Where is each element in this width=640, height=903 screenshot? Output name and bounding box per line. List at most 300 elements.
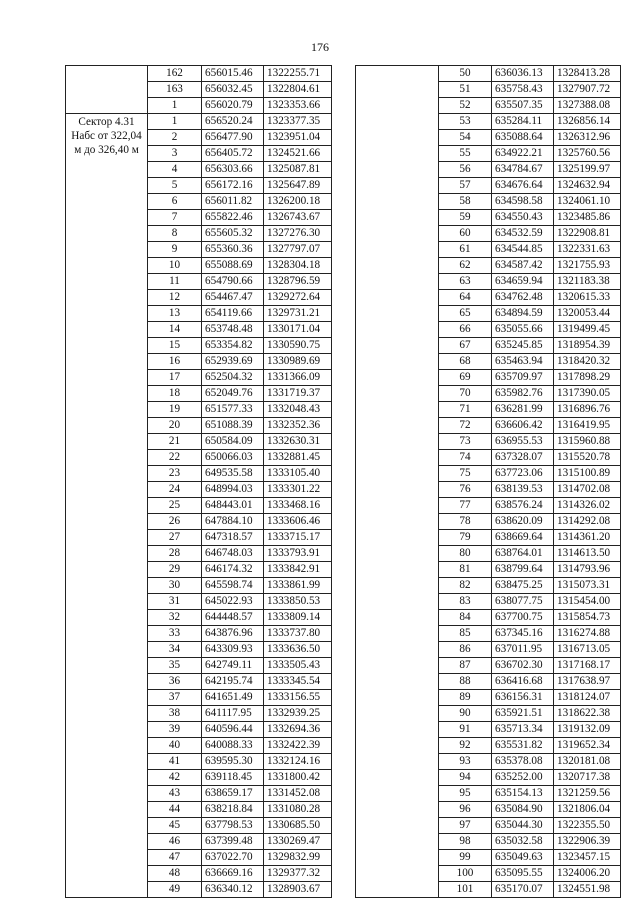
- point-number-cell: 62: [439, 258, 492, 274]
- x-coordinate-cell: 634587.42: [492, 258, 554, 274]
- x-coordinate-cell: 638475.25: [492, 578, 554, 594]
- point-number-cell: 100: [439, 866, 492, 882]
- y-coordinate-cell: 1315520.78: [554, 450, 621, 466]
- x-coordinate-cell: 652504.32: [202, 370, 264, 386]
- x-coordinate-cell: 656015.46: [202, 66, 264, 82]
- y-coordinate-cell: 1317638.97: [554, 674, 621, 690]
- table-row: [66, 114, 332, 130]
- x-coordinate-cell: 636669.16: [202, 866, 264, 882]
- x-coordinate-cell: 635378.08: [492, 754, 554, 770]
- y-coordinate-cell: 1325199.97: [554, 162, 621, 178]
- point-number-cell: 68: [439, 354, 492, 370]
- point-number-cell: 163: [148, 82, 202, 98]
- point-number-cell: 82: [439, 578, 492, 594]
- point-number-cell: 93: [439, 754, 492, 770]
- y-coordinate-cell: 1326856.14: [554, 114, 621, 130]
- y-coordinate-cell: 1322804.61: [264, 82, 332, 98]
- y-coordinate-cell: 1330989.69: [264, 354, 332, 370]
- point-number-cell: 31: [148, 594, 202, 610]
- point-number-cell: 49: [148, 882, 202, 898]
- point-number-cell: 99: [439, 850, 492, 866]
- point-number-cell: 76: [439, 482, 492, 498]
- y-coordinate-cell: 1323485.86: [554, 210, 621, 226]
- x-coordinate-cell: 653748.48: [202, 322, 264, 338]
- point-number-cell: 1: [148, 98, 202, 114]
- point-number-cell: 33: [148, 626, 202, 642]
- x-coordinate-cell: 635709.97: [492, 370, 554, 386]
- x-coordinate-cell: 635252.00: [492, 770, 554, 786]
- point-number-cell: 46: [148, 834, 202, 850]
- y-coordinate-cell: 1328903.67: [264, 882, 332, 898]
- x-coordinate-cell: 635284.11: [492, 114, 554, 130]
- x-coordinate-cell: 635507.35: [492, 98, 554, 114]
- x-coordinate-cell: 635245.85: [492, 338, 554, 354]
- point-number-cell: 14: [148, 322, 202, 338]
- x-coordinate-cell: 641651.49: [202, 690, 264, 706]
- point-number-cell: 37: [148, 690, 202, 706]
- point-number-cell: 20: [148, 418, 202, 434]
- point-number-cell: 64: [439, 290, 492, 306]
- x-coordinate-cell: 638620.09: [492, 514, 554, 530]
- y-coordinate-cell: 1321183.38: [554, 274, 621, 290]
- x-coordinate-cell: 638139.53: [492, 482, 554, 498]
- point-number-cell: 51: [439, 82, 492, 98]
- point-number-cell: 86: [439, 642, 492, 658]
- x-coordinate-cell: 643309.93: [202, 642, 264, 658]
- x-coordinate-cell: 637345.16: [492, 626, 554, 642]
- point-number-cell: 35: [148, 658, 202, 674]
- x-coordinate-cell: 644448.57: [202, 610, 264, 626]
- y-coordinate-cell: 1333809.14: [264, 610, 332, 626]
- point-number-cell: 73: [439, 434, 492, 450]
- y-coordinate-cell: 1319652.34: [554, 738, 621, 754]
- y-coordinate-cell: 1322255.71: [264, 66, 332, 82]
- x-coordinate-cell: 634544.85: [492, 242, 554, 258]
- x-coordinate-cell: 635055.66: [492, 322, 554, 338]
- y-coordinate-cell: 1319499.45: [554, 322, 621, 338]
- y-coordinate-cell: 1321755.93: [554, 258, 621, 274]
- x-coordinate-cell: 640088.33: [202, 738, 264, 754]
- x-coordinate-cell: 656520.24: [202, 114, 264, 130]
- x-coordinate-cell: 656032.45: [202, 82, 264, 98]
- y-coordinate-cell: 1324061.10: [554, 194, 621, 210]
- point-number-cell: 52: [439, 98, 492, 114]
- point-number-cell: 15: [148, 338, 202, 354]
- point-number-cell: 36: [148, 674, 202, 690]
- x-coordinate-cell: 642749.11: [202, 658, 264, 674]
- y-coordinate-cell: 1320717.38: [554, 770, 621, 786]
- y-coordinate-cell: 1328304.18: [264, 258, 332, 274]
- x-coordinate-cell: 654790.66: [202, 274, 264, 290]
- point-number-cell: 38: [148, 706, 202, 722]
- x-coordinate-cell: 634762.48: [492, 290, 554, 306]
- x-coordinate-cell: 652939.69: [202, 354, 264, 370]
- x-coordinate-cell: 637723.06: [492, 466, 554, 482]
- x-coordinate-cell: 637700.75: [492, 610, 554, 626]
- x-coordinate-cell: 637798.53: [202, 818, 264, 834]
- x-coordinate-cell: 635713.34: [492, 722, 554, 738]
- y-coordinate-cell: 1327797.07: [264, 242, 332, 258]
- point-number-cell: 10: [148, 258, 202, 274]
- point-number-cell: 13: [148, 306, 202, 322]
- x-coordinate-cell: 638669.64: [492, 530, 554, 546]
- x-coordinate-cell: 652049.76: [202, 386, 264, 402]
- point-number-cell: 87: [439, 658, 492, 674]
- y-coordinate-cell: 1329272.64: [264, 290, 332, 306]
- point-number-cell: 81: [439, 562, 492, 578]
- y-coordinate-cell: 1333715.17: [264, 530, 332, 546]
- y-coordinate-cell: 1332352.36: [264, 418, 332, 434]
- point-number-cell: 23: [148, 466, 202, 482]
- point-number-cell: 2: [148, 130, 202, 146]
- y-coordinate-cell: 1330171.04: [264, 322, 332, 338]
- y-coordinate-cell: 1328796.59: [264, 274, 332, 290]
- x-coordinate-cell: 649535.58: [202, 466, 264, 482]
- table-row: [66, 66, 332, 82]
- point-number-cell: 91: [439, 722, 492, 738]
- y-coordinate-cell: 1315100.89: [554, 466, 621, 482]
- y-coordinate-cell: 1323353.66: [264, 98, 332, 114]
- y-coordinate-cell: 1326312.96: [554, 130, 621, 146]
- point-number-cell: 22: [148, 450, 202, 466]
- x-coordinate-cell: 635531.82: [492, 738, 554, 754]
- x-coordinate-cell: 637011.95: [492, 642, 554, 658]
- x-coordinate-cell: 647318.57: [202, 530, 264, 546]
- y-coordinate-cell: 1328413.28: [554, 66, 621, 82]
- y-coordinate-cell: 1327276.30: [264, 226, 332, 242]
- x-coordinate-cell: 635921.51: [492, 706, 554, 722]
- left-coordinate-table: [65, 65, 332, 898]
- point-number-cell: 162: [148, 66, 202, 82]
- x-coordinate-cell: 634550.43: [492, 210, 554, 226]
- x-coordinate-cell: 634784.67: [492, 162, 554, 178]
- x-coordinate-cell: 636606.42: [492, 418, 554, 434]
- point-number-cell: 89: [439, 690, 492, 706]
- x-coordinate-cell: 635088.64: [492, 130, 554, 146]
- point-number-cell: 34: [148, 642, 202, 658]
- y-coordinate-cell: 1318124.07: [554, 690, 621, 706]
- point-number-cell: 32: [148, 610, 202, 626]
- y-coordinate-cell: 1333606.46: [264, 514, 332, 530]
- page-number: 176: [311, 40, 329, 54]
- x-coordinate-cell: 635170.07: [492, 882, 554, 898]
- point-number-cell: 17: [148, 370, 202, 386]
- x-coordinate-cell: 645022.93: [202, 594, 264, 610]
- point-number-cell: 5: [148, 178, 202, 194]
- y-coordinate-cell: 1324521.66: [264, 146, 332, 162]
- point-number-cell: 26: [148, 514, 202, 530]
- section-label-cell-empty: [356, 66, 439, 898]
- y-coordinate-cell: 1314702.08: [554, 482, 621, 498]
- y-coordinate-cell: 1333105.40: [264, 466, 332, 482]
- x-coordinate-cell: 634894.59: [492, 306, 554, 322]
- section-label-cell: Сектор 4.31 Набс от 322,04 м до 326,40 м: [66, 114, 148, 898]
- point-number-cell: 19: [148, 402, 202, 418]
- x-coordinate-cell: 637399.48: [202, 834, 264, 850]
- y-coordinate-cell: 1320181.08: [554, 754, 621, 770]
- point-number-cell: 70: [439, 386, 492, 402]
- y-coordinate-cell: 1324632.94: [554, 178, 621, 194]
- x-coordinate-cell: 656011.82: [202, 194, 264, 210]
- y-coordinate-cell: 1314292.08: [554, 514, 621, 530]
- point-number-cell: 39: [148, 722, 202, 738]
- point-number-cell: 90: [439, 706, 492, 722]
- y-coordinate-cell: 1318954.39: [554, 338, 621, 354]
- point-number-cell: 48: [148, 866, 202, 882]
- point-number-cell: 74: [439, 450, 492, 466]
- x-coordinate-cell: 650066.03: [202, 450, 264, 466]
- x-coordinate-cell: 642195.74: [202, 674, 264, 690]
- y-coordinate-cell: 1321259.56: [554, 786, 621, 802]
- x-coordinate-cell: 635044.30: [492, 818, 554, 834]
- x-coordinate-cell: 638659.17: [202, 786, 264, 802]
- y-coordinate-cell: 1317390.05: [554, 386, 621, 402]
- x-coordinate-cell: 656020.79: [202, 98, 264, 114]
- x-coordinate-cell: 647884.10: [202, 514, 264, 530]
- x-coordinate-cell: 636955.53: [492, 434, 554, 450]
- point-number-cell: 96: [439, 802, 492, 818]
- y-coordinate-cell: 1317168.17: [554, 658, 621, 674]
- y-coordinate-cell: 1332881.45: [264, 450, 332, 466]
- point-number-cell: 29: [148, 562, 202, 578]
- x-coordinate-cell: 634598.58: [492, 194, 554, 210]
- y-coordinate-cell: 1325087.81: [264, 162, 332, 178]
- point-number-cell: 9: [148, 242, 202, 258]
- point-number-cell: 66: [439, 322, 492, 338]
- x-coordinate-cell: 656303.66: [202, 162, 264, 178]
- section-label-cell-empty: [66, 66, 148, 114]
- y-coordinate-cell: 1331080.28: [264, 802, 332, 818]
- x-coordinate-cell: 646748.03: [202, 546, 264, 562]
- x-coordinate-cell: 634659.94: [492, 274, 554, 290]
- y-coordinate-cell: 1315073.31: [554, 578, 621, 594]
- x-coordinate-cell: 636340.12: [202, 882, 264, 898]
- y-coordinate-cell: 1315854.73: [554, 610, 621, 626]
- y-coordinate-cell: 1322331.63: [554, 242, 621, 258]
- y-coordinate-cell: 1318420.32: [554, 354, 621, 370]
- y-coordinate-cell: 1331452.08: [264, 786, 332, 802]
- y-coordinate-cell: 1333793.91: [264, 546, 332, 562]
- y-coordinate-cell: 1332630.31: [264, 434, 332, 450]
- y-coordinate-cell: 1330685.50: [264, 818, 332, 834]
- x-coordinate-cell: 635463.94: [492, 354, 554, 370]
- point-number-cell: 101: [439, 882, 492, 898]
- point-number-cell: 4: [148, 162, 202, 178]
- point-number-cell: 78: [439, 514, 492, 530]
- point-number-cell: 50: [439, 66, 492, 82]
- x-coordinate-cell: 635032.58: [492, 834, 554, 850]
- y-coordinate-cell: 1316419.95: [554, 418, 621, 434]
- point-number-cell: 7: [148, 210, 202, 226]
- y-coordinate-cell: 1329731.21: [264, 306, 332, 322]
- y-coordinate-cell: 1332939.25: [264, 706, 332, 722]
- y-coordinate-cell: 1329377.32: [264, 866, 332, 882]
- x-coordinate-cell: 639595.30: [202, 754, 264, 770]
- x-coordinate-cell: 645598.74: [202, 578, 264, 594]
- y-coordinate-cell: 1325760.56: [554, 146, 621, 162]
- point-number-cell: 97: [439, 818, 492, 834]
- point-number-cell: 60: [439, 226, 492, 242]
- x-coordinate-cell: 651577.33: [202, 402, 264, 418]
- y-coordinate-cell: 1332694.36: [264, 722, 332, 738]
- y-coordinate-cell: 1333636.50: [264, 642, 332, 658]
- point-number-cell: 11: [148, 274, 202, 290]
- x-coordinate-cell: 655088.69: [202, 258, 264, 274]
- y-coordinate-cell: 1333737.80: [264, 626, 332, 642]
- point-number-cell: 42: [148, 770, 202, 786]
- point-number-cell: 69: [439, 370, 492, 386]
- x-coordinate-cell: 654467.47: [202, 290, 264, 306]
- y-coordinate-cell: 1333861.99: [264, 578, 332, 594]
- y-coordinate-cell: 1316274.88: [554, 626, 621, 642]
- point-number-cell: 65: [439, 306, 492, 322]
- y-coordinate-cell: 1327388.08: [554, 98, 621, 114]
- y-coordinate-cell: 1325647.89: [264, 178, 332, 194]
- y-coordinate-cell: 1333850.53: [264, 594, 332, 610]
- y-coordinate-cell: 1331719.37: [264, 386, 332, 402]
- x-coordinate-cell: 646174.32: [202, 562, 264, 578]
- x-coordinate-cell: 638799.64: [492, 562, 554, 578]
- point-number-cell: 30: [148, 578, 202, 594]
- table-row: [356, 66, 621, 82]
- y-coordinate-cell: 1330269.47: [264, 834, 332, 850]
- point-number-cell: 8: [148, 226, 202, 242]
- x-coordinate-cell: 655360.36: [202, 242, 264, 258]
- x-coordinate-cell: 636156.31: [492, 690, 554, 706]
- y-coordinate-cell: 1317898.29: [554, 370, 621, 386]
- point-number-cell: 71: [439, 402, 492, 418]
- point-number-cell: 44: [148, 802, 202, 818]
- point-number-cell: 88: [439, 674, 492, 690]
- x-coordinate-cell: 641117.95: [202, 706, 264, 722]
- x-coordinate-cell: 654119.66: [202, 306, 264, 322]
- point-number-cell: 43: [148, 786, 202, 802]
- point-number-cell: 40: [148, 738, 202, 754]
- x-coordinate-cell: 656172.16: [202, 178, 264, 194]
- point-number-cell: 94: [439, 770, 492, 786]
- point-number-cell: 83: [439, 594, 492, 610]
- x-coordinate-cell: 638218.84: [202, 802, 264, 818]
- point-number-cell: 75: [439, 466, 492, 482]
- x-coordinate-cell: 635758.43: [492, 82, 554, 98]
- point-number-cell: 24: [148, 482, 202, 498]
- point-number-cell: 21: [148, 434, 202, 450]
- x-coordinate-cell: 653354.82: [202, 338, 264, 354]
- x-coordinate-cell: 651088.39: [202, 418, 264, 434]
- y-coordinate-cell: 1333301.22: [264, 482, 332, 498]
- point-number-cell: 54: [439, 130, 492, 146]
- y-coordinate-cell: 1329832.99: [264, 850, 332, 866]
- point-number-cell: 61: [439, 242, 492, 258]
- y-coordinate-cell: 1323457.15: [554, 850, 621, 866]
- point-number-cell: 84: [439, 610, 492, 626]
- point-number-cell: 79: [439, 530, 492, 546]
- y-coordinate-cell: 1323951.04: [264, 130, 332, 146]
- point-number-cell: 1: [148, 114, 202, 130]
- y-coordinate-cell: 1326743.67: [264, 210, 332, 226]
- y-coordinate-cell: 1316713.05: [554, 642, 621, 658]
- x-coordinate-cell: 635154.13: [492, 786, 554, 802]
- point-number-cell: 55: [439, 146, 492, 162]
- point-number-cell: 67: [439, 338, 492, 354]
- y-coordinate-cell: 1333842.91: [264, 562, 332, 578]
- point-number-cell: 45: [148, 818, 202, 834]
- y-coordinate-cell: 1333468.16: [264, 498, 332, 514]
- point-number-cell: 58: [439, 194, 492, 210]
- point-number-cell: 63: [439, 274, 492, 290]
- y-coordinate-cell: 1314361.20: [554, 530, 621, 546]
- x-coordinate-cell: 634676.64: [492, 178, 554, 194]
- point-number-cell: 41: [148, 754, 202, 770]
- y-coordinate-cell: 1330590.75: [264, 338, 332, 354]
- x-coordinate-cell: 648994.03: [202, 482, 264, 498]
- x-coordinate-cell: 635084.90: [492, 802, 554, 818]
- y-coordinate-cell: 1315960.88: [554, 434, 621, 450]
- y-coordinate-cell: 1326200.18: [264, 194, 332, 210]
- x-coordinate-cell: 650584.09: [202, 434, 264, 450]
- point-number-cell: 25: [148, 498, 202, 514]
- point-number-cell: 53: [439, 114, 492, 130]
- x-coordinate-cell: 637328.07: [492, 450, 554, 466]
- point-number-cell: 47: [148, 850, 202, 866]
- y-coordinate-cell: 1327907.72: [554, 82, 621, 98]
- x-coordinate-cell: 636036.13: [492, 66, 554, 82]
- point-number-cell: 12: [148, 290, 202, 306]
- point-number-cell: 85: [439, 626, 492, 642]
- point-number-cell: 98: [439, 834, 492, 850]
- point-number-cell: 18: [148, 386, 202, 402]
- right-coordinate-table: [355, 65, 621, 898]
- y-coordinate-cell: 1331800.42: [264, 770, 332, 786]
- x-coordinate-cell: 635095.55: [492, 866, 554, 882]
- point-number-cell: 95: [439, 786, 492, 802]
- y-coordinate-cell: 1319132.09: [554, 722, 621, 738]
- y-coordinate-cell: 1314613.50: [554, 546, 621, 562]
- x-coordinate-cell: 637022.70: [202, 850, 264, 866]
- y-coordinate-cell: 1314326.02: [554, 498, 621, 514]
- point-number-cell: 57: [439, 178, 492, 194]
- y-coordinate-cell: 1316896.76: [554, 402, 621, 418]
- point-number-cell: 77: [439, 498, 492, 514]
- y-coordinate-cell: 1333345.54: [264, 674, 332, 690]
- x-coordinate-cell: 656477.90: [202, 130, 264, 146]
- point-number-cell: 27: [148, 530, 202, 546]
- y-coordinate-cell: 1321806.04: [554, 802, 621, 818]
- y-coordinate-cell: 1324551.98: [554, 882, 621, 898]
- y-coordinate-cell: 1314793.96: [554, 562, 621, 578]
- point-number-cell: 56: [439, 162, 492, 178]
- x-coordinate-cell: 634532.59: [492, 226, 554, 242]
- y-coordinate-cell: 1322908.81: [554, 226, 621, 242]
- y-coordinate-cell: 1324006.20: [554, 866, 621, 882]
- point-number-cell: 16: [148, 354, 202, 370]
- x-coordinate-cell: 638764.01: [492, 546, 554, 562]
- y-coordinate-cell: 1332124.16: [264, 754, 332, 770]
- x-coordinate-cell: 636416.68: [492, 674, 554, 690]
- y-coordinate-cell: 1320053.44: [554, 306, 621, 322]
- x-coordinate-cell: 643876.96: [202, 626, 264, 642]
- point-number-cell: 28: [148, 546, 202, 562]
- x-coordinate-cell: 636702.30: [492, 658, 554, 674]
- y-coordinate-cell: 1318622.38: [554, 706, 621, 722]
- y-coordinate-cell: 1322906.39: [554, 834, 621, 850]
- x-coordinate-cell: 638576.24: [492, 498, 554, 514]
- x-coordinate-cell: 640596.44: [202, 722, 264, 738]
- point-number-cell: 72: [439, 418, 492, 434]
- x-coordinate-cell: 636281.99: [492, 402, 554, 418]
- y-coordinate-cell: 1320615.33: [554, 290, 621, 306]
- y-coordinate-cell: 1315454.00: [554, 594, 621, 610]
